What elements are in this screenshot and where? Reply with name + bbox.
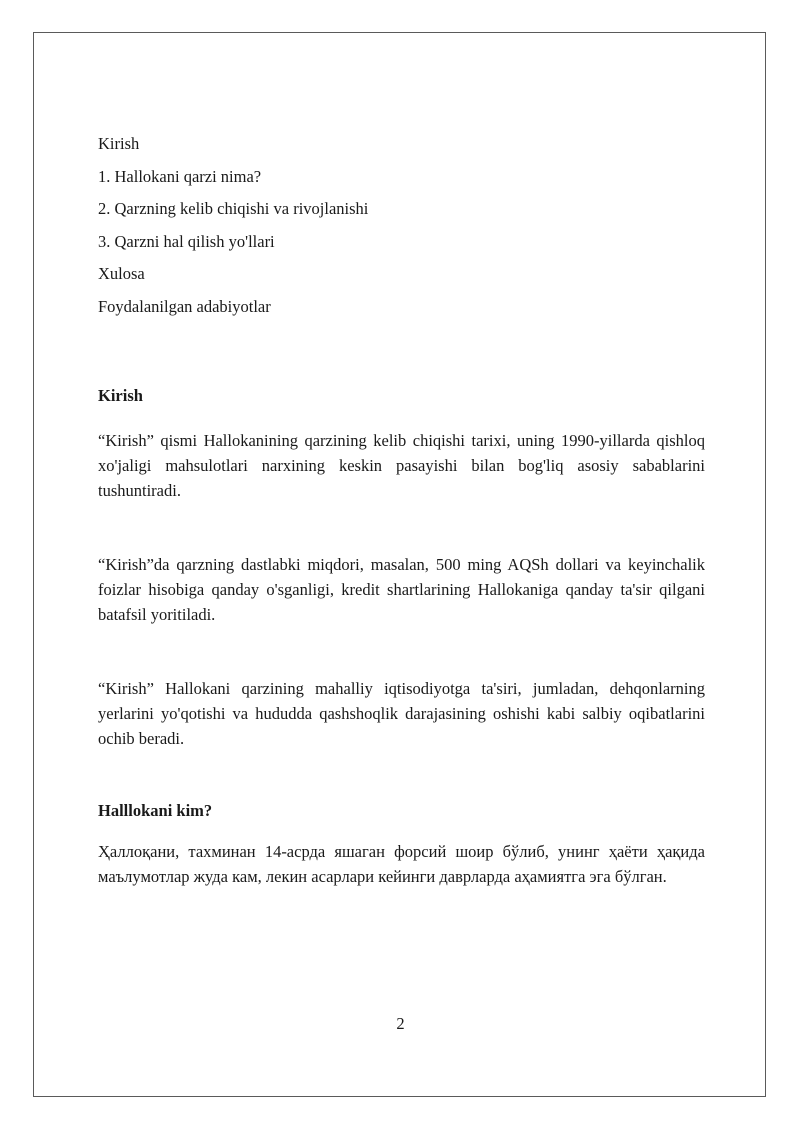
intro-paragraph-3: “Kirish” Hallokani qarzining mahalliy iqtisodiyotga ta'siri, jumladan, dehqonlarning yerlarini yo'qotishi va hududda qashshoqlik darajasining oshishi kabi salbiy oqibatlarini ochib beradi. [98, 678, 705, 748]
page-number: 2 [396, 1014, 405, 1033]
toc-item: 3. Qarzni hal qilish yo'llari [98, 231, 275, 251]
section-heading-who: Halllokani kim? [98, 800, 213, 820]
toc-item: Kirish [98, 134, 140, 153]
page-content [98, 131, 705, 889]
toc-item: Xulosa [98, 264, 145, 283]
toc-item: 1. Hallokani qarzi nima? [98, 166, 262, 186]
toc-item: Foydalanilgan adabiyotlar [98, 296, 271, 316]
section-heading-intro: Kirish [98, 385, 143, 405]
intro-paragraph-2: “Kirish”da qarzning dastlabki miqdori, masalan, 500 ming AQSh dollari va keyinchalik foizlar hisobiga qanday o'sganligi, kredit shartlarining Hallokaniga qanday ta'sir qilgani batafsil yoritiladi. [98, 554, 705, 624]
table-of-contents [98, 131, 705, 319]
who-paragraph: Ҳаллоқани, тахминан 14-асрда яшаган форсий шоир бўлиб, унинг ҳаёти ҳақида маълумотлар жуда кам, лекин асарлари кейинги даврларда аҳамиятга эга бўлган. [98, 841, 705, 886]
intro-paragraph-1: “Kirish” qismi Hallokanining qarzining kelib chiqishi tarixi, uning 1990-yillarda qishloq xo'jaligi mahsulotlari narxining keskin pasayishi bilan bog'liq asosiy sabablarini tushuntiradi. [98, 430, 705, 500]
document-page [33, 32, 766, 1097]
toc-item: 2. Qarzning kelib chiqishi va rivojlanishi [98, 199, 369, 218]
